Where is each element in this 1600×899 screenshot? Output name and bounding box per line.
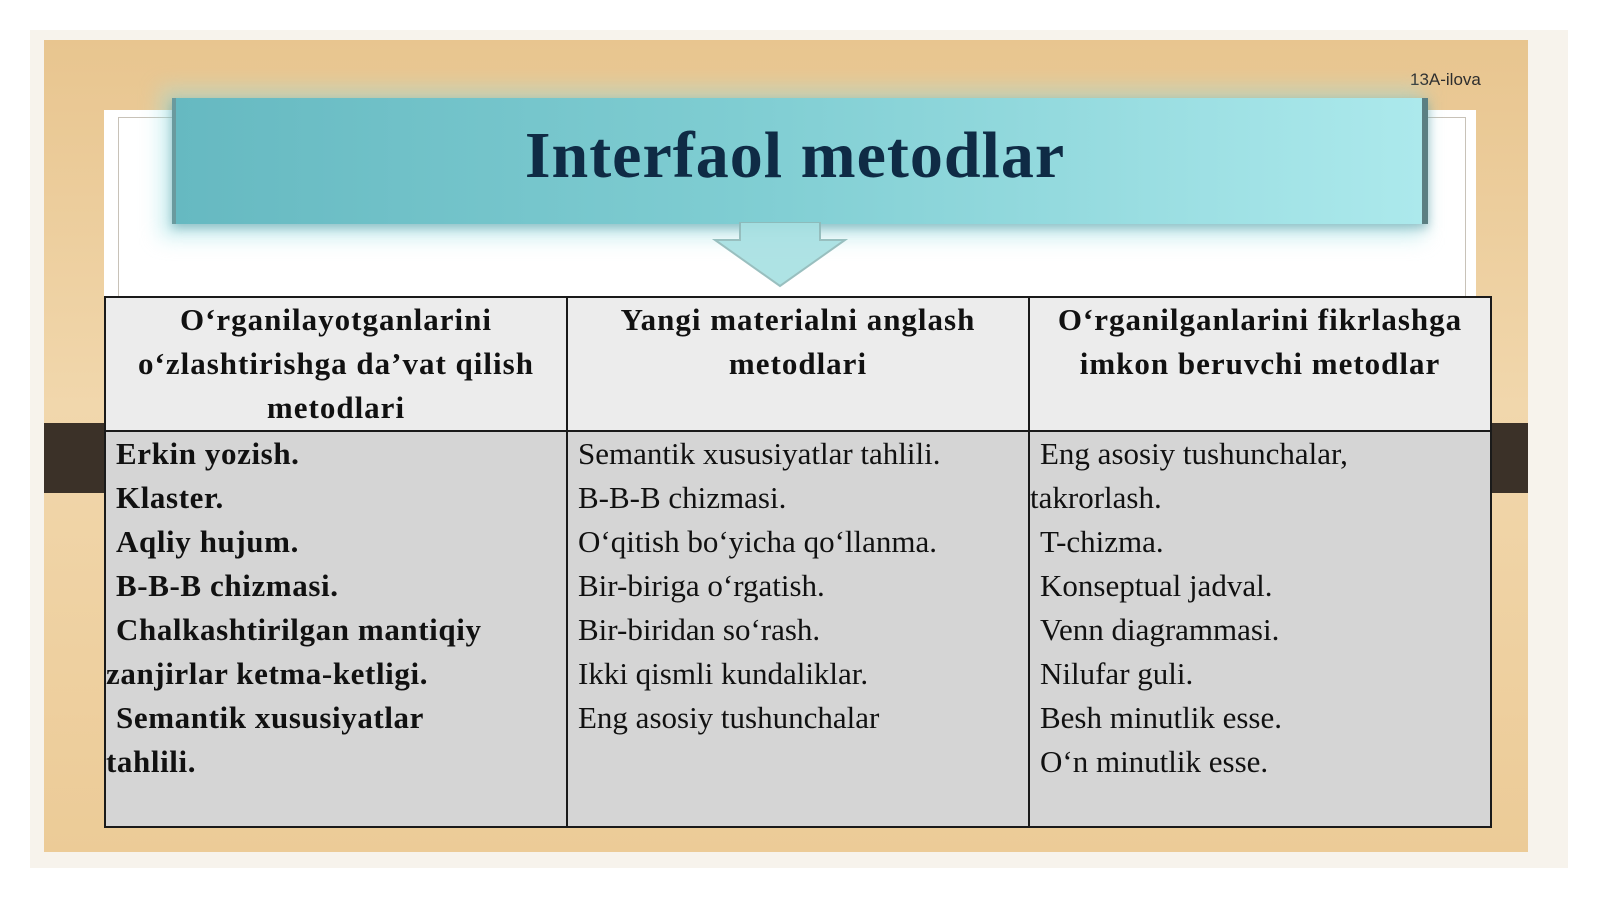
header-cell-reflect: O‘rganilganlarini fikrlashga imkon beruvchi metodlar: [1029, 297, 1491, 431]
slide-title: Interfaol metodlar: [524, 119, 1066, 192]
list-item: Konseptual jadval.: [1040, 568, 1273, 603]
list-item: Bir-biridan so‘rash.: [578, 612, 821, 647]
list-item: Semantik xususiyatlar: [116, 700, 425, 735]
header-cell-understand: Yangi materialni anglash metodlari: [567, 297, 1029, 431]
list-item: O‘n minutlik esse.: [1040, 744, 1269, 779]
list-item: Erkin yozish.: [116, 436, 300, 471]
list-item: Besh minutlik esse.: [1040, 700, 1282, 735]
list-item: O‘qitish bo‘yicha qo‘llanma.: [578, 524, 937, 559]
list-item: Ikki qismli kundaliklar.: [578, 656, 869, 691]
list-item: Bir-biriga o‘rgatish.: [578, 568, 825, 603]
method-list-invite: [105, 431, 567, 827]
list-item: Chalkashtirilgan mantiqiy: [116, 612, 482, 647]
down-arrow-icon: [710, 222, 850, 292]
list-item: Eng asosiy tushunchalar: [578, 700, 880, 735]
list-item: Nilufar guli.: [1040, 656, 1194, 691]
list-item: Venn diagrammasi.: [1040, 612, 1280, 647]
method-list-reflect: [1029, 431, 1491, 827]
methods-row: [105, 431, 1491, 827]
method-list-understand: [567, 431, 1029, 827]
list-item: takrorlash.: [1030, 480, 1162, 515]
header-row: [105, 297, 1491, 431]
list-item: Klaster.: [116, 480, 224, 515]
list-item: B-B-B chizmasi.: [116, 568, 339, 603]
list-item: Semantik xususiyatlar tahlili.: [578, 436, 941, 471]
list-item: B-B-B chizmasi.: [578, 480, 787, 515]
list-item: tahlili.: [106, 744, 197, 779]
list-item: Aqliy hujum.: [116, 524, 299, 559]
slide-number: 13A-ilova: [1410, 70, 1481, 89]
list-item: Eng asosiy tushunchalar,: [1040, 436, 1348, 471]
list-item: T-chizma.: [1040, 524, 1164, 559]
list-item: zanjirlar ketma-ketligi.: [106, 656, 429, 691]
methods-table: [104, 296, 1492, 828]
header-cell-invite: O‘rganilayotganlarini o‘zlashtirishga da’vat qilish metodlari: [105, 297, 567, 431]
